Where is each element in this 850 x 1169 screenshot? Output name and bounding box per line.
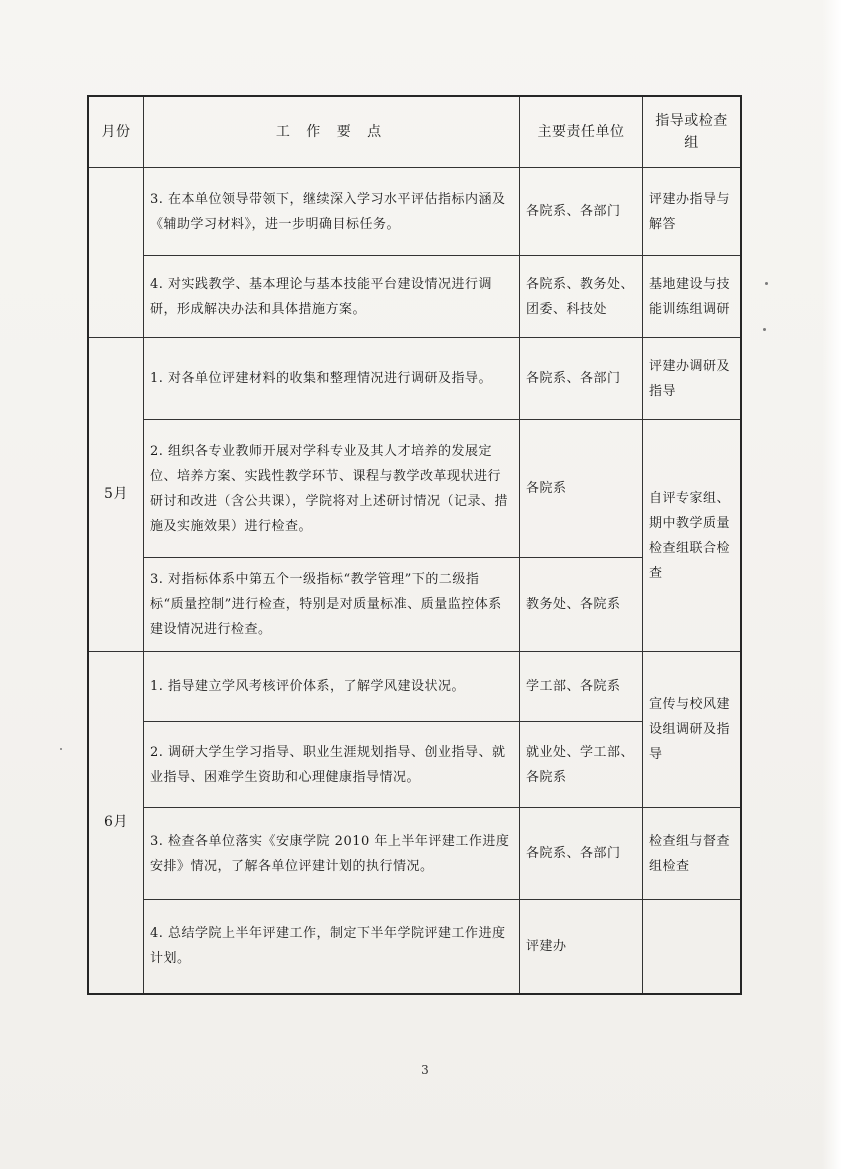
header-task: 工 作 要 点 bbox=[144, 96, 520, 168]
table-row bbox=[88, 900, 741, 994]
task-cell: 2. 组织各专业教师开展对学科专业及其人才培养的发展定位、培养方案、实践性教学环节、课程与教学改革现状进行研讨和改进（含公共课），学院将对上述研讨情况（记录、措施及实施效果）进行检查。 bbox=[144, 420, 520, 558]
unit-cell: 各院系、教务处、团委、科技处 bbox=[520, 256, 643, 338]
table-row bbox=[88, 652, 741, 722]
task-cell: 3. 在本单位领导带领下，继续深入学习水平评估指标内涵及《辅助学习材料》，进一步明确目标任务。 bbox=[144, 168, 520, 256]
month-cell-june: 6月 bbox=[88, 652, 144, 994]
task-cell: 2. 调研大学生学习指导、职业生涯规划指导、创业指导、就业指导、困难学生资助和心理健康指导情况。 bbox=[144, 722, 520, 808]
unit-cell: 各院系 bbox=[520, 420, 643, 558]
unit-cell: 各院系、各部门 bbox=[520, 808, 643, 900]
scan-speck bbox=[60, 748, 62, 750]
unit-cell: 教务处、各院系 bbox=[520, 558, 643, 652]
task-cell: 3. 对指标体系中第五个一级指标“教学管理”下的二级指标“质量控制”进行检查，特别是对质量标准、质量监控体系建设情况进行检查。 bbox=[144, 558, 520, 652]
header-guide: 指导或检查组 bbox=[643, 96, 742, 168]
table-row bbox=[88, 338, 741, 420]
page-number: 3 bbox=[421, 1063, 429, 1077]
table-row bbox=[88, 256, 741, 338]
header-month: 月份 bbox=[88, 96, 144, 168]
guide-cell: 评建办调研及指导 bbox=[643, 338, 742, 420]
work-schedule-table bbox=[87, 95, 742, 995]
unit-cell: 评建办 bbox=[520, 900, 643, 994]
table-row bbox=[88, 420, 741, 558]
unit-cell: 各院系、各部门 bbox=[520, 338, 643, 420]
guide-cell: 宣传与校风建设组调研及指导 bbox=[643, 652, 742, 808]
header-unit: 主要责任单位 bbox=[520, 96, 643, 168]
task-cell: 1. 指导建立学风考核评价体系，了解学风建设状况。 bbox=[144, 652, 520, 722]
table-header-row bbox=[88, 96, 741, 168]
table-row bbox=[88, 168, 741, 256]
month-cell bbox=[88, 168, 144, 338]
task-cell: 4. 对实践教学、基本理论与基本技能平台建设情况进行调研，形成解决办法和具体措施方案。 bbox=[144, 256, 520, 338]
page-edge bbox=[822, 0, 850, 1169]
unit-cell: 各院系、各部门 bbox=[520, 168, 643, 256]
month-cell-may: 5月 bbox=[88, 338, 144, 652]
scan-speck bbox=[763, 328, 766, 331]
guide-cell: 评建办指导与解答 bbox=[643, 168, 742, 256]
unit-cell: 学工部、各院系 bbox=[520, 652, 643, 722]
scan-speck bbox=[765, 282, 768, 285]
task-cell: 4. 总结学院上半年评建工作，制定下半年学院评建工作进度计划。 bbox=[144, 900, 520, 994]
guide-cell: 检查组与督查组检查 bbox=[643, 808, 742, 900]
task-cell: 3. 检查各单位落实《安康学院 2010 年上半年评建工作进度安排》情况，了解各单位评建计划的执行情况。 bbox=[144, 808, 520, 900]
guide-cell: 自评专家组、期中教学质量检查组联合检查 bbox=[643, 420, 742, 652]
unit-cell: 就业处、学工部、各院系 bbox=[520, 722, 643, 808]
table-row bbox=[88, 808, 741, 900]
task-cell: 1. 对各单位评建材料的收集和整理情况进行调研及指导。 bbox=[144, 338, 520, 420]
guide-cell bbox=[643, 900, 742, 994]
guide-cell: 基地建设与技能训练组调研 bbox=[643, 256, 742, 338]
